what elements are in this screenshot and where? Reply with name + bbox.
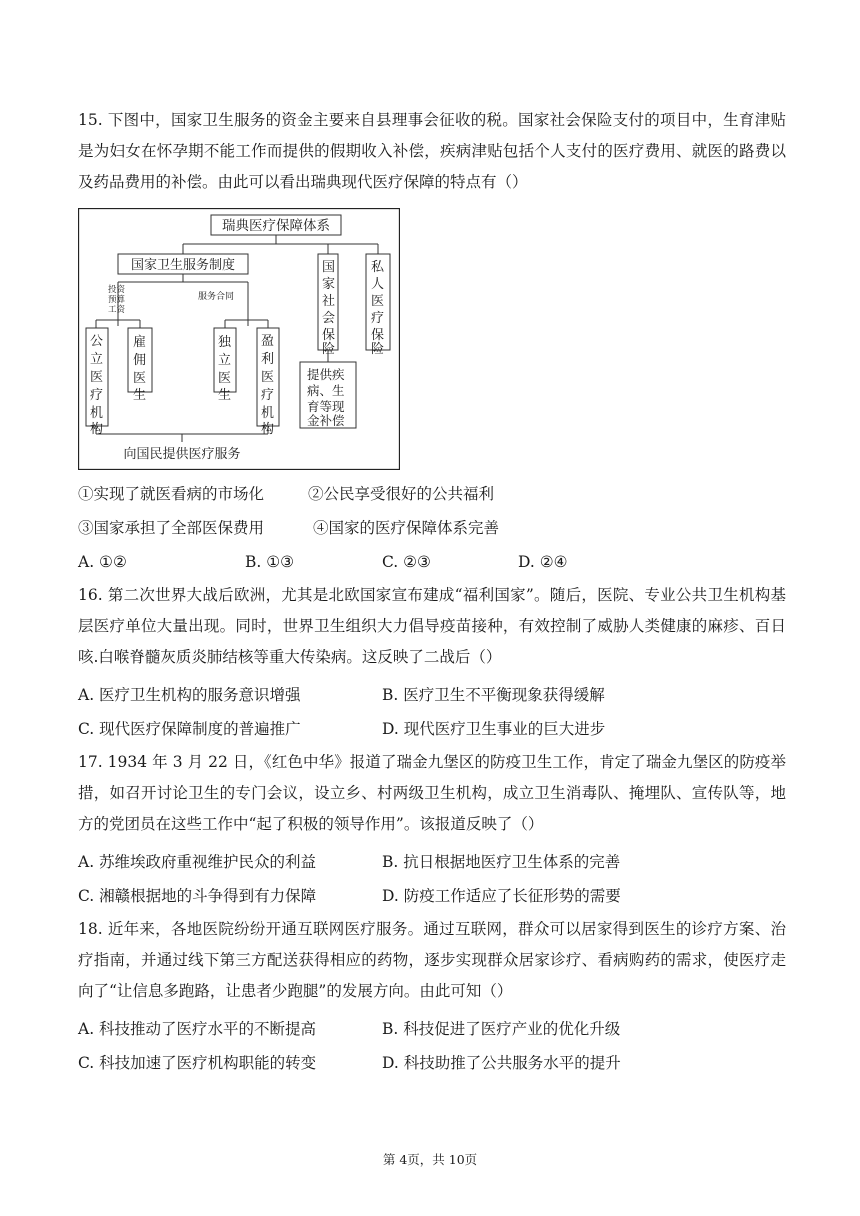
diagram-frame bbox=[79, 209, 400, 470]
q16-option-c[interactable]: C. 现代医疗保障制度的普遍推广 bbox=[78, 720, 301, 738]
private-insurance-label: 私人医疗保 bbox=[371, 260, 385, 343]
q16-stem: 16. 第二次世界大战后欧洲，尤其是北欧国家宣布建成“福利国家”。随后，医院、专业公共卫生机构基层医疗单位大量出现。同时，世界卫生组织大力倡导疫苗接种，有效控制了威胁人类健康的麻疹、百日咳.白喉脊髓灰质炎肺结核等重大传染病。这反映了二战后（） bbox=[78, 586, 786, 666]
q18-stem: 18. 近年来，各地医院纷纷开通互联网医疗服务。通过互联网，群众可以居家得到医生的诊疗方案、治疗指南，并通过线下第三方配送获得相应的药物，逐步实现群众居家诊疗、看病购药的需求，使医疗走向了“让信息多跑路，让患者少跑腿”的发展方向。由此可知（） bbox=[78, 920, 786, 1000]
independent-doctors-label: 独立医 bbox=[218, 335, 232, 386]
public-institutions-end: 构 bbox=[90, 422, 104, 437]
q18-option-c[interactable]: C. 科技加速了医疗机构职能的转变 bbox=[78, 1054, 317, 1072]
q17-stem: 17. 1934 年 3 月 22 日，《红色中华》报道了瑞金九堡区的防疫卫生工作，肯定了瑞金九堡区的防疫举措，如召开讨论卫生的专门会议，设立乡、村两级卫生机构，成立卫生消毒队、掩埋队、宣传队等，地方的党团员在这些工作中“起了积极的领导作用”。该报道反映了（） bbox=[78, 753, 786, 833]
q15-item-3: ③国家承担了全部医保费用 bbox=[78, 519, 265, 537]
sweden-healthcare-diagram bbox=[78, 208, 400, 470]
q15-option-c[interactable]: C. ②③ bbox=[382, 553, 431, 571]
q17-option-d[interactable]: D. 防疫工作适应了长征形势的需要 bbox=[382, 887, 621, 905]
q17-option-b[interactable]: B. 抗日根据地医疗卫生体系的完善 bbox=[382, 853, 621, 871]
private-insurance-label-end: 险 bbox=[371, 342, 385, 357]
profit-institutions-label: 盈利医疗机 bbox=[261, 334, 275, 421]
q18-option-b[interactable]: B. 科技促进了医疗产业的优化升级 bbox=[382, 1020, 621, 1038]
q17-option-a[interactable]: A. 苏维埃政府重视维护民众的利益 bbox=[78, 853, 317, 871]
q16-option-b[interactable]: B. 医疗卫生不平衡现象获得缓解 bbox=[382, 686, 605, 704]
diagram-title: 瑞典医疗保障体系 bbox=[222, 218, 330, 234]
q15-item-1: ①实现了就医看病的市场化 bbox=[78, 485, 265, 503]
page-footer: 第 4页，共 10页 bbox=[382, 1152, 478, 1167]
national-health-label: 国家卫生服务制度 bbox=[130, 258, 236, 273]
profit-institutions-end: 构 bbox=[261, 422, 275, 437]
social-insurance-label: 国家社会保 bbox=[322, 260, 336, 343]
q15-option-b[interactable]: B. ①③ bbox=[245, 553, 295, 571]
social-insurance-label-end: 险 bbox=[322, 342, 336, 357]
employed-doctors-end: 生 bbox=[133, 388, 147, 403]
q16-option-a[interactable]: A. 医疗卫生机构的服务意识增强 bbox=[78, 686, 301, 704]
q15-item-4: ④国家的医疗保障体系完善 bbox=[313, 519, 500, 537]
contract-label: 服务合同 bbox=[198, 292, 235, 302]
q18-option-a[interactable]: A. 科技推动了医疗水平的不断提高 bbox=[78, 1020, 317, 1038]
q18-option-d[interactable]: D. 科技助推了公共服务水平的提升 bbox=[382, 1054, 621, 1072]
independent-doctors-end: 生 bbox=[218, 388, 232, 403]
q17-option-c[interactable]: C. 湘赣根据地的斗争得到有力保障 bbox=[78, 887, 317, 905]
q16-option-d[interactable]: D. 现代医疗卫生事业的巨大进步 bbox=[382, 720, 606, 738]
employed-doctors-label: 雇佣医 bbox=[133, 335, 147, 386]
benefits-label: 提供疾病、生育等现金补偿 bbox=[307, 367, 345, 428]
q15-item-2: ②公民享受很好的公共福利 bbox=[308, 485, 495, 503]
funding-label: 投资预算工资 bbox=[108, 285, 126, 315]
service-label: 向国民提供医疗服务 bbox=[123, 447, 241, 462]
q15-option-d[interactable]: D. ②④ bbox=[518, 553, 568, 571]
public-institutions-label: 公立医疗机 bbox=[90, 334, 104, 421]
q15-option-a[interactable]: A. ①② bbox=[78, 553, 127, 571]
q15-stem: 15. 下图中，国家卫生服务的资金主要来自县理事会征收的税。国家社会保险支付的项目中，生育津贴是为妇女在怀孕期不能工作而提供的假期收入补偿，疾病津贴包括个人支付的医疗费用、就医的路费以及药品费用的补偿。由此可以看出瑞典现代医疗保障的特点有（） bbox=[78, 111, 786, 191]
